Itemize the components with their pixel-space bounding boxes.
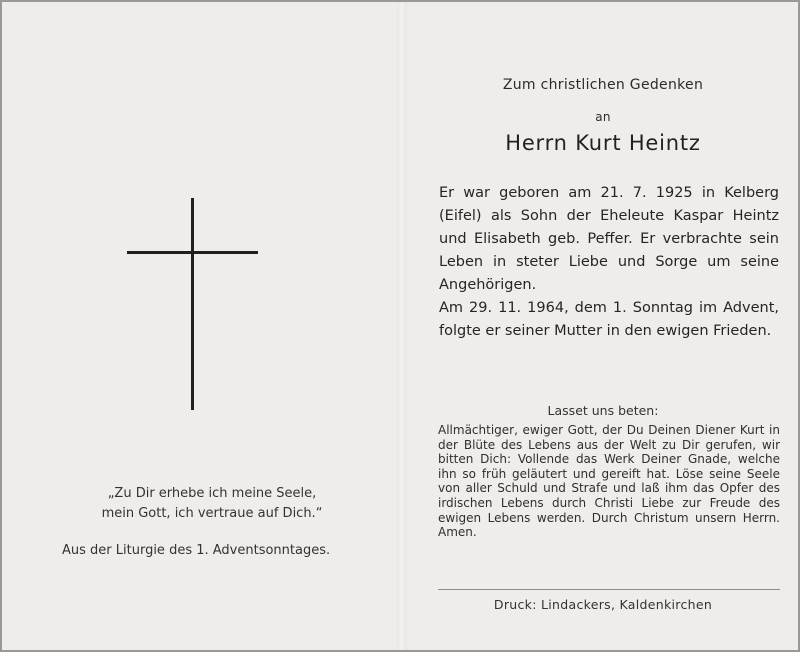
right-panel [406, 0, 800, 652]
memorial-intro: Zum christlichen Gedenken [502, 77, 704, 93]
quote-line-1: „Zu Dir erhebe ich meine Seele, [107, 486, 317, 501]
cross-horizontal-bar [127, 251, 258, 254]
quote-source: Aus der Liturgie des 1. Adventsonntages. [62, 543, 331, 558]
biography [439, 182, 779, 343]
memorial-an: an [595, 110, 611, 124]
prayer-heading: Lasset uns beten: [547, 403, 659, 418]
cross-vertical-bar [191, 198, 194, 410]
deceased-name: Herrn Kurt Heintz [505, 131, 701, 155]
left-panel [0, 0, 398, 652]
printer-credit: Druck: Lindackers, Kaldenkirchen [493, 597, 713, 612]
biography-paragraph-1: Er war geboren am 21. 7. 1925 in Kelberg (Eifel) als Sohn der Eheleute Kaspar Heintz und Elisabeth geb. Peffer. Er verbrachte sein Leben in steter Liebe und Sorge um seine Angehörigen. [439, 185, 779, 293]
biography-paragraph-2: Am 29. 11. 1964, dem 1. Sonntag im Advent, folgte er seiner Mutter in den ewigen Frieden. [439, 300, 779, 339]
divider [438, 589, 780, 590]
liturgy-quote [62, 484, 362, 524]
prayer-text: Allmächtiger, ewiger Gott, der Du Deinen Diener Kurt in der Blüte des Lebens aus der Welt zu Dir gerufen, wir bitten Dich: Vollende das Werk Deiner Gnade, welche ihn so früh geläutert und gereift hat. Löse seine Seele von aller Schuld und Strafe und laß ihm das Opfer des irdischen Lebens durch Christi Liebe zur Freude des ewigen Lebens werden. Durch Christum unsern Herrn. Amen. [438, 423, 780, 540]
quote-line-2: mein Gott, ich vertraue auf Dich.“ [101, 506, 323, 521]
